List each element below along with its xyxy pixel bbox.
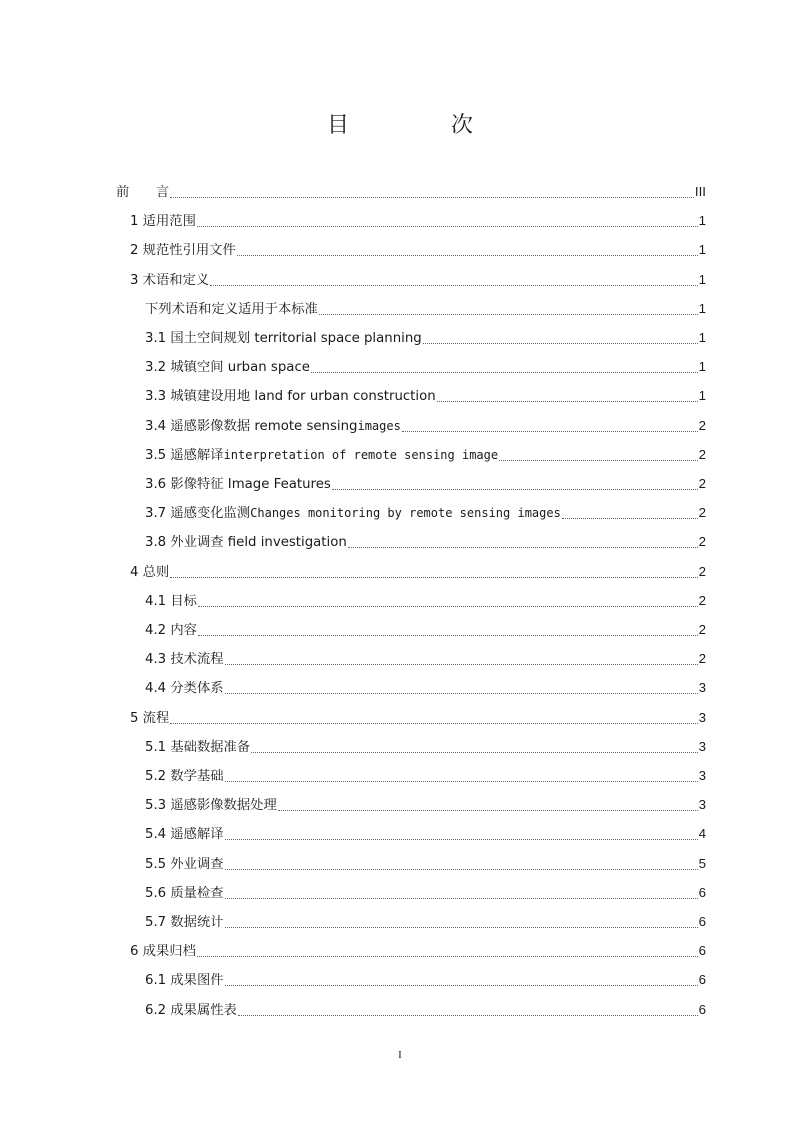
toc-entry[interactable] [145, 677, 706, 699]
toc-entry[interactable] [145, 415, 706, 437]
toc-entry-title: 6.2 成果属性表 [145, 1002, 237, 1018]
toc-entry[interactable] [145, 444, 706, 466]
dot-leader [499, 460, 697, 461]
toc-entry-title: 3 术语和定义 [130, 272, 210, 288]
toc-entry-title: 1 适用范围 [130, 214, 196, 230]
toc-entry-page: 1 [698, 359, 706, 375]
toc-entry-title: 5.2 数学基础 [145, 769, 224, 784]
dot-leader [225, 839, 698, 840]
toc-entry-title: 4.1 目标 [145, 593, 197, 609]
dot-leader [225, 693, 698, 694]
toc-entry-title: 5.5 外业调查 [145, 856, 224, 872]
toc-entry-title: 4.4 分类体系 [145, 681, 224, 697]
toc-entry-page: 1 [698, 330, 706, 345]
toc-entry[interactable] [145, 473, 706, 495]
toc-entry[interactable] [130, 269, 706, 291]
dot-leader [238, 1015, 698, 1016]
toc-entry-title: 3.5 遥感解译 [145, 447, 224, 463]
toc-entry-title-english: images [357, 418, 401, 433]
toc-entry-page: 2 [698, 476, 706, 491]
toc-entry-page: 3 [698, 680, 706, 696]
toc-entry-title: 下列术语和定义适用于本标准 [145, 301, 318, 317]
toc-entry[interactable] [145, 648, 706, 670]
dot-leader [423, 343, 698, 344]
dot-leader [198, 606, 698, 607]
toc-entry-page: 3 [698, 768, 706, 783]
toc-entry-page: 2 [698, 651, 706, 667]
dot-leader [197, 956, 698, 957]
toc-entry-page: 6 [698, 943, 706, 959]
toc-entry[interactable] [145, 356, 706, 378]
toc-entry[interactable] [145, 590, 706, 612]
toc-entry-page: 1 [698, 242, 706, 258]
toc-entry-page: 2 [698, 446, 706, 462]
toc-entry-page: 6 [698, 884, 706, 900]
toc-entry-title: 3.1 国土空间规划 territorial space planning [145, 331, 422, 346]
dot-leader [225, 985, 698, 986]
toc-entry-title: 5.3 遥感影像数据处理 [145, 798, 277, 814]
toc-entry-title: 3.8 外业调查 field investigation [145, 535, 347, 551]
toc-entry-page: 1 [698, 300, 706, 316]
dot-leader [237, 255, 698, 256]
toc-entry-page: 1 [698, 213, 706, 229]
toc-entry[interactable] [145, 853, 706, 875]
dot-leader [278, 810, 698, 811]
toc-entry-page: 2 [698, 592, 706, 608]
toc-entry-title: 4 总则 [130, 564, 170, 580]
toc-entry[interactable] [145, 531, 706, 553]
page-title: 目 次 [326, 113, 513, 138]
dot-leader [319, 314, 698, 315]
dot-leader [197, 226, 698, 227]
toc-entry[interactable] [145, 736, 706, 758]
toc-entry[interactable] [145, 823, 706, 845]
dot-leader [198, 635, 698, 636]
toc-entry-title: 3.6 影像特征 Image Features [145, 477, 331, 492]
toc-entry[interactable] [145, 794, 706, 816]
toc-entry[interactable] [130, 239, 706, 261]
toc-entry[interactable] [145, 911, 706, 933]
toc-entry-title-english: interpretation of remote sensing image [223, 447, 499, 462]
toc-entry-page: 2 [698, 417, 706, 433]
toc-entry-title: 5.6 质量检查 [145, 885, 224, 901]
toc-entry-page: 5 [698, 855, 706, 871]
dot-leader [402, 431, 698, 432]
toc-entry[interactable] [130, 210, 706, 232]
toc-entry-page: III [694, 184, 706, 199]
dot-leader [311, 372, 698, 373]
toc-entry[interactable] [145, 502, 706, 524]
toc-entry-title: 5.4 遥感解译 [145, 827, 224, 843]
dot-leader [225, 898, 698, 899]
dot-leader [170, 577, 697, 578]
toc-entry-title-english: Changes monitoring by remote sensing images [250, 506, 561, 521]
toc-entry-page: 2 [698, 622, 706, 637]
toc-entry-title: 5.1 基础数据准备 [145, 739, 251, 755]
toc-entry-page: 6 [698, 1001, 706, 1017]
toc-entry-page: 1 [698, 271, 706, 287]
toc-entry[interactable] [145, 619, 706, 641]
toc-entry-title: 2 规范性引用文件 [130, 243, 236, 259]
toc-entry-title: 6.1 成果图件 [145, 973, 224, 989]
dot-leader [225, 664, 698, 665]
toc-entry-page: 2 [698, 563, 706, 579]
toc-entry-page: 1 [698, 388, 706, 404]
toc-entry-title: 3.3 城镇建设用地 land for urban construction [145, 389, 436, 405]
toc-entry[interactable] [116, 181, 706, 203]
toc-entry-page: 6 [698, 972, 706, 988]
toc-entry-title: 6 成果归档 [130, 944, 196, 960]
toc-entry[interactable] [145, 327, 706, 349]
toc-entry[interactable] [130, 561, 706, 583]
dot-leader [332, 489, 698, 490]
toc-entry-title: 5 流程 [130, 710, 170, 726]
toc-entry-page: 3 [698, 709, 706, 725]
toc-entry[interactable] [130, 940, 706, 962]
toc-entry-title: 3.2 城镇空间 urban space [145, 360, 310, 376]
toc-entry[interactable] [145, 298, 706, 320]
toc-entry-page: 4 [698, 826, 706, 842]
toc-entry-page: 2 [698, 534, 706, 550]
dot-leader [225, 781, 698, 782]
dot-leader [251, 752, 697, 753]
dot-leader [170, 723, 697, 724]
toc-entry[interactable] [145, 882, 706, 904]
toc-entry[interactable] [145, 999, 706, 1021]
dot-leader [348, 547, 698, 548]
dot-leader [562, 518, 698, 519]
toc-entry[interactable] [145, 765, 706, 787]
toc-entry[interactable] [145, 969, 706, 991]
dot-leader [210, 285, 697, 286]
toc-entry-page: 6 [698, 914, 706, 929]
toc-entry[interactable] [145, 385, 706, 407]
dot-leader [225, 869, 698, 870]
toc-entry-title: 4.3 技术流程 [145, 652, 224, 668]
toc-entry-page: 3 [698, 797, 706, 813]
toc-entry-title: 3.7 遥感变化监测 [145, 506, 251, 522]
toc-entry-title: 5.7 数据统计 [145, 915, 224, 930]
toc-entry[interactable] [130, 707, 706, 729]
page-number: I [398, 1049, 402, 1061]
toc-entry-title: 3.4 遥感影像数据 remote sensing [145, 418, 358, 434]
dot-leader [225, 927, 698, 928]
dot-leader [170, 197, 694, 198]
toc-entry-page: 3 [698, 738, 706, 754]
toc-entry-page: 2 [698, 505, 706, 521]
toc-entry-title: 4.2 内容 [145, 623, 197, 638]
dot-leader [437, 401, 698, 402]
toc-entry-title: 前 言 [116, 185, 170, 200]
